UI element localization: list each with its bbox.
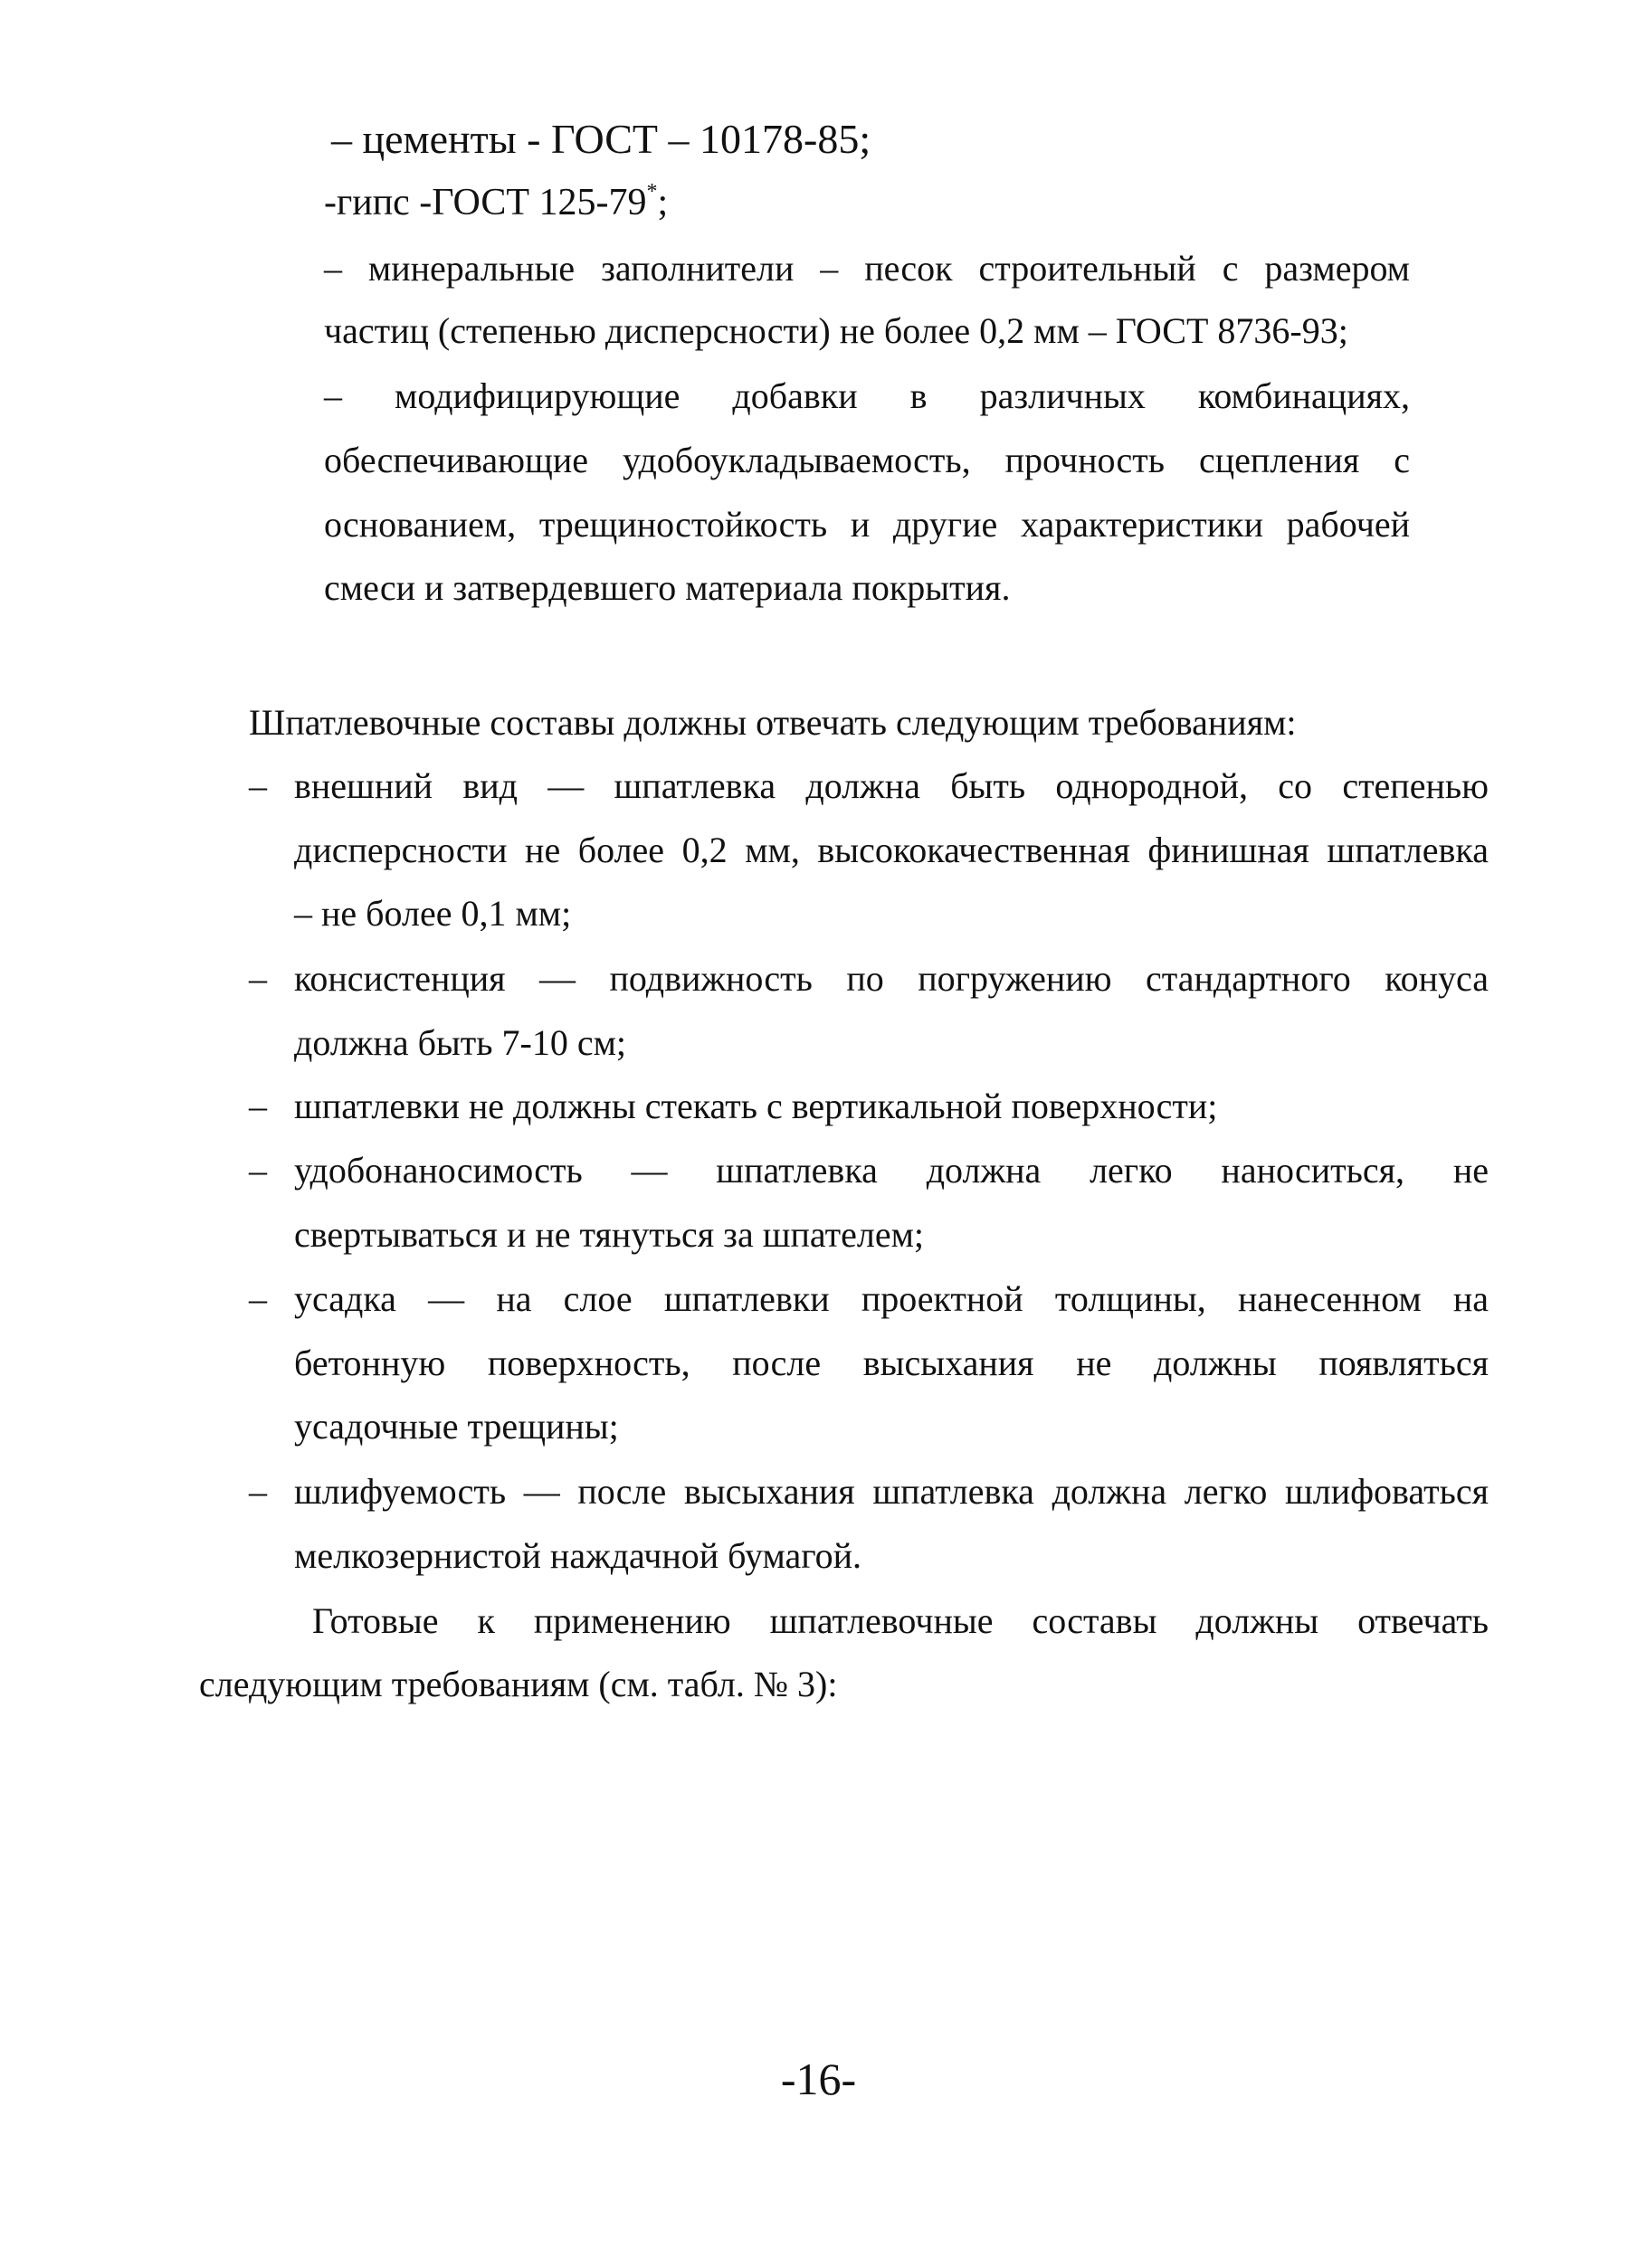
appearance-line-2: дисперсности не более 0,2 мм, высококачественная финишная шпатлевка [294,830,1489,870]
ready-mix-line-1: Готовые к применению шпатлевочные составы должны отвечать [312,1600,1489,1641]
shrinkage-line-1: усадка — на слое шпатлевки проектной толщины, нанесенном на [294,1278,1489,1319]
consistency-line-1: консистенция — подвижность по погружению стандартного конуса [294,958,1489,999]
appearance-line-1: внешний вид — шпатлевка должна быть однородной, со степенью [294,765,1489,806]
no-runoff-dash: – [249,1086,267,1126]
additives-line-1: – модифицирующие добавки в различных комбинациях, [324,375,1410,416]
sanding-dash: – [249,1471,267,1512]
applicability-dash: – [249,1150,267,1191]
appearance-line-3: – не более 0,1 мм; [294,893,572,934]
applicability-line-2: свертываться и не тянуться за шпателем; [294,1214,924,1255]
sanding-line-1: шлифуемость — после высыхания шпатлевка должна легко шлифоваться [294,1471,1489,1512]
fillers-line-1: – минеральные заполнители – песок строительный с размером [324,248,1410,289]
shrinkage-dash: – [249,1278,267,1319]
additives-line-3: основанием, трещиностойкость и другие характеристики рабочей [324,504,1410,545]
no-runoff-line: шпатлевки не должны стекать с вертикальной поверхности; [294,1086,1218,1126]
applicability-line-1: удобонаносимость — шпатлевка должна легко наноситься, не [294,1150,1489,1191]
page-number: -16- [780,2054,857,2104]
gypsum-footnote-mark: * [646,180,658,204]
cement-item: – цементы - ГОСТ – 10178-85; [331,116,871,162]
consistency-dash: – [249,958,267,999]
shrinkage-line-3: усадочные трещины; [294,1406,619,1447]
sanding-line-2: мелкозернистой наждачной бумагой. [294,1535,862,1576]
additives-line-4: смеси и затвердевшего материала покрытия. [324,567,1011,608]
gypsum-text: -гипс -ГОСТ 125-79 [324,182,647,223]
shrinkage-line-2: бетонную поверхность, после высыхания не должны появляться [294,1343,1489,1383]
gypsum-end: ; [657,182,669,223]
ready-mix-line-2: следующим требованиям (см. табл. № 3): [199,1664,838,1704]
fillers-line-2: частиц (степенью дисперсности) не более 0,2 мм – ГОСТ 8736-93; [324,310,1348,351]
appearance-dash: – [249,765,267,806]
gypsum-item [324,181,668,224]
requirements-intro: Шпатлевочные составы должны отвечать следующим требованиям: [249,702,1297,743]
consistency-line-2: должна быть 7-10 см; [294,1022,627,1063]
additives-line-2: обеспечивающие удобоукладываемость, прочность сцепления с [324,440,1410,480]
